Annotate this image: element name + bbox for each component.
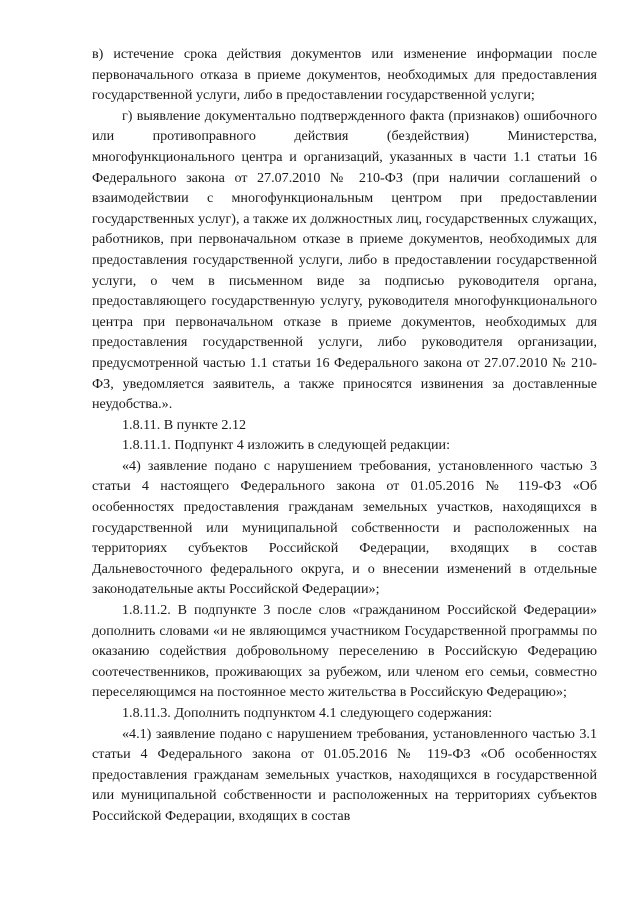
document-page: [92, 44, 597, 827]
paragraph-subpoint-4: «4) заявление подано с нарушением требования, установленного частью 3 статьи 4 настоящего Федерального закона от 01.05.2016 № 119-ФЗ «Об особенностях предоставления гражданам земельных участков, находящихся в государственной или муниципальной собственности и расположенных на территориях субъектов Российской Федерации, входящих в состав Дальневосточного федерального округа, и о внесении изменений в отдельные законодательные акты Российской Федерации»;: [92, 457, 597, 598]
paragraph-1-8-11-2: 1.8.11.2. В подпункте 3 после слов «гражданином Российской Федерации» дополнить словами «и не являющимся участником Государственной программы по оказанию содействия добровольному переселению в Российскую Федерацию соотечественников, проживающих за рубежом, или членом его семьи, совместно переселяющимся на постоянное место жительства в Российскую Федерацию»;: [92, 602, 597, 701]
paragraph-item-v: в) истечение срока действия документов или изменение информации после первоначального отказа в приеме документов, необходимых для предоставления государственной услуги, либо в предоставлении государственной услуги;: [92, 46, 597, 104]
paragraph-subpoint-4-1: «4.1) заявление подано с нарушением требования, установленного частью 3.1 статьи 4 Федерального закона от 01.05.2016 № 119-ФЗ «Об особенностях предоставления гражданам земельных участков, находящихся в государственной или муниципальной собственности и расположенных на территориях субъектов Российской Федерации, входящих в состав: [92, 725, 597, 824]
paragraph-1-8-11-1: 1.8.11.1. Подпункт 4 изложить в следующей редакции:: [122, 437, 450, 454]
paragraph-1-8-11-3: 1.8.11.3. Дополнить подпунктом 4.1 следующего содержания:: [122, 705, 493, 721]
paragraph-1-8-11: 1.8.11. В пункте 2.12: [122, 416, 247, 433]
paragraph-item-g: г) выявление документально подтвержденного факта (признаков) ошибочного или противоправного действия (бездействия) Министерства, многофункционального центра и организаций, указанных в части 1.1 статьи 16 Федерального закона от 27.07.2010 № 210-ФЗ (при наличии соглашений о взаимодействии с многофункциональным центром при предоставлении государственных услуг), а также их должностных лиц, государственных служащих, работников, при первоначальном отказе в приеме документов, необходимых для предоставления государственной услуги, либо в предоставлении государственной услуги, о чем в письменном виде за подписью руководителя органа, предоставляющего государственную услугу, руководителя многофункционального центра при первоначальном отказе в приеме документов, необходимых для предоставления государственной услуги, либо руководителя организации, предусмотренной частью 1.1 статьи 16 Федерального закона от 27.07.2010 № 210-ФЗ, уведомляется заявитель, а также приносятся извинения за доставленные неудобства.».: [92, 107, 597, 413]
